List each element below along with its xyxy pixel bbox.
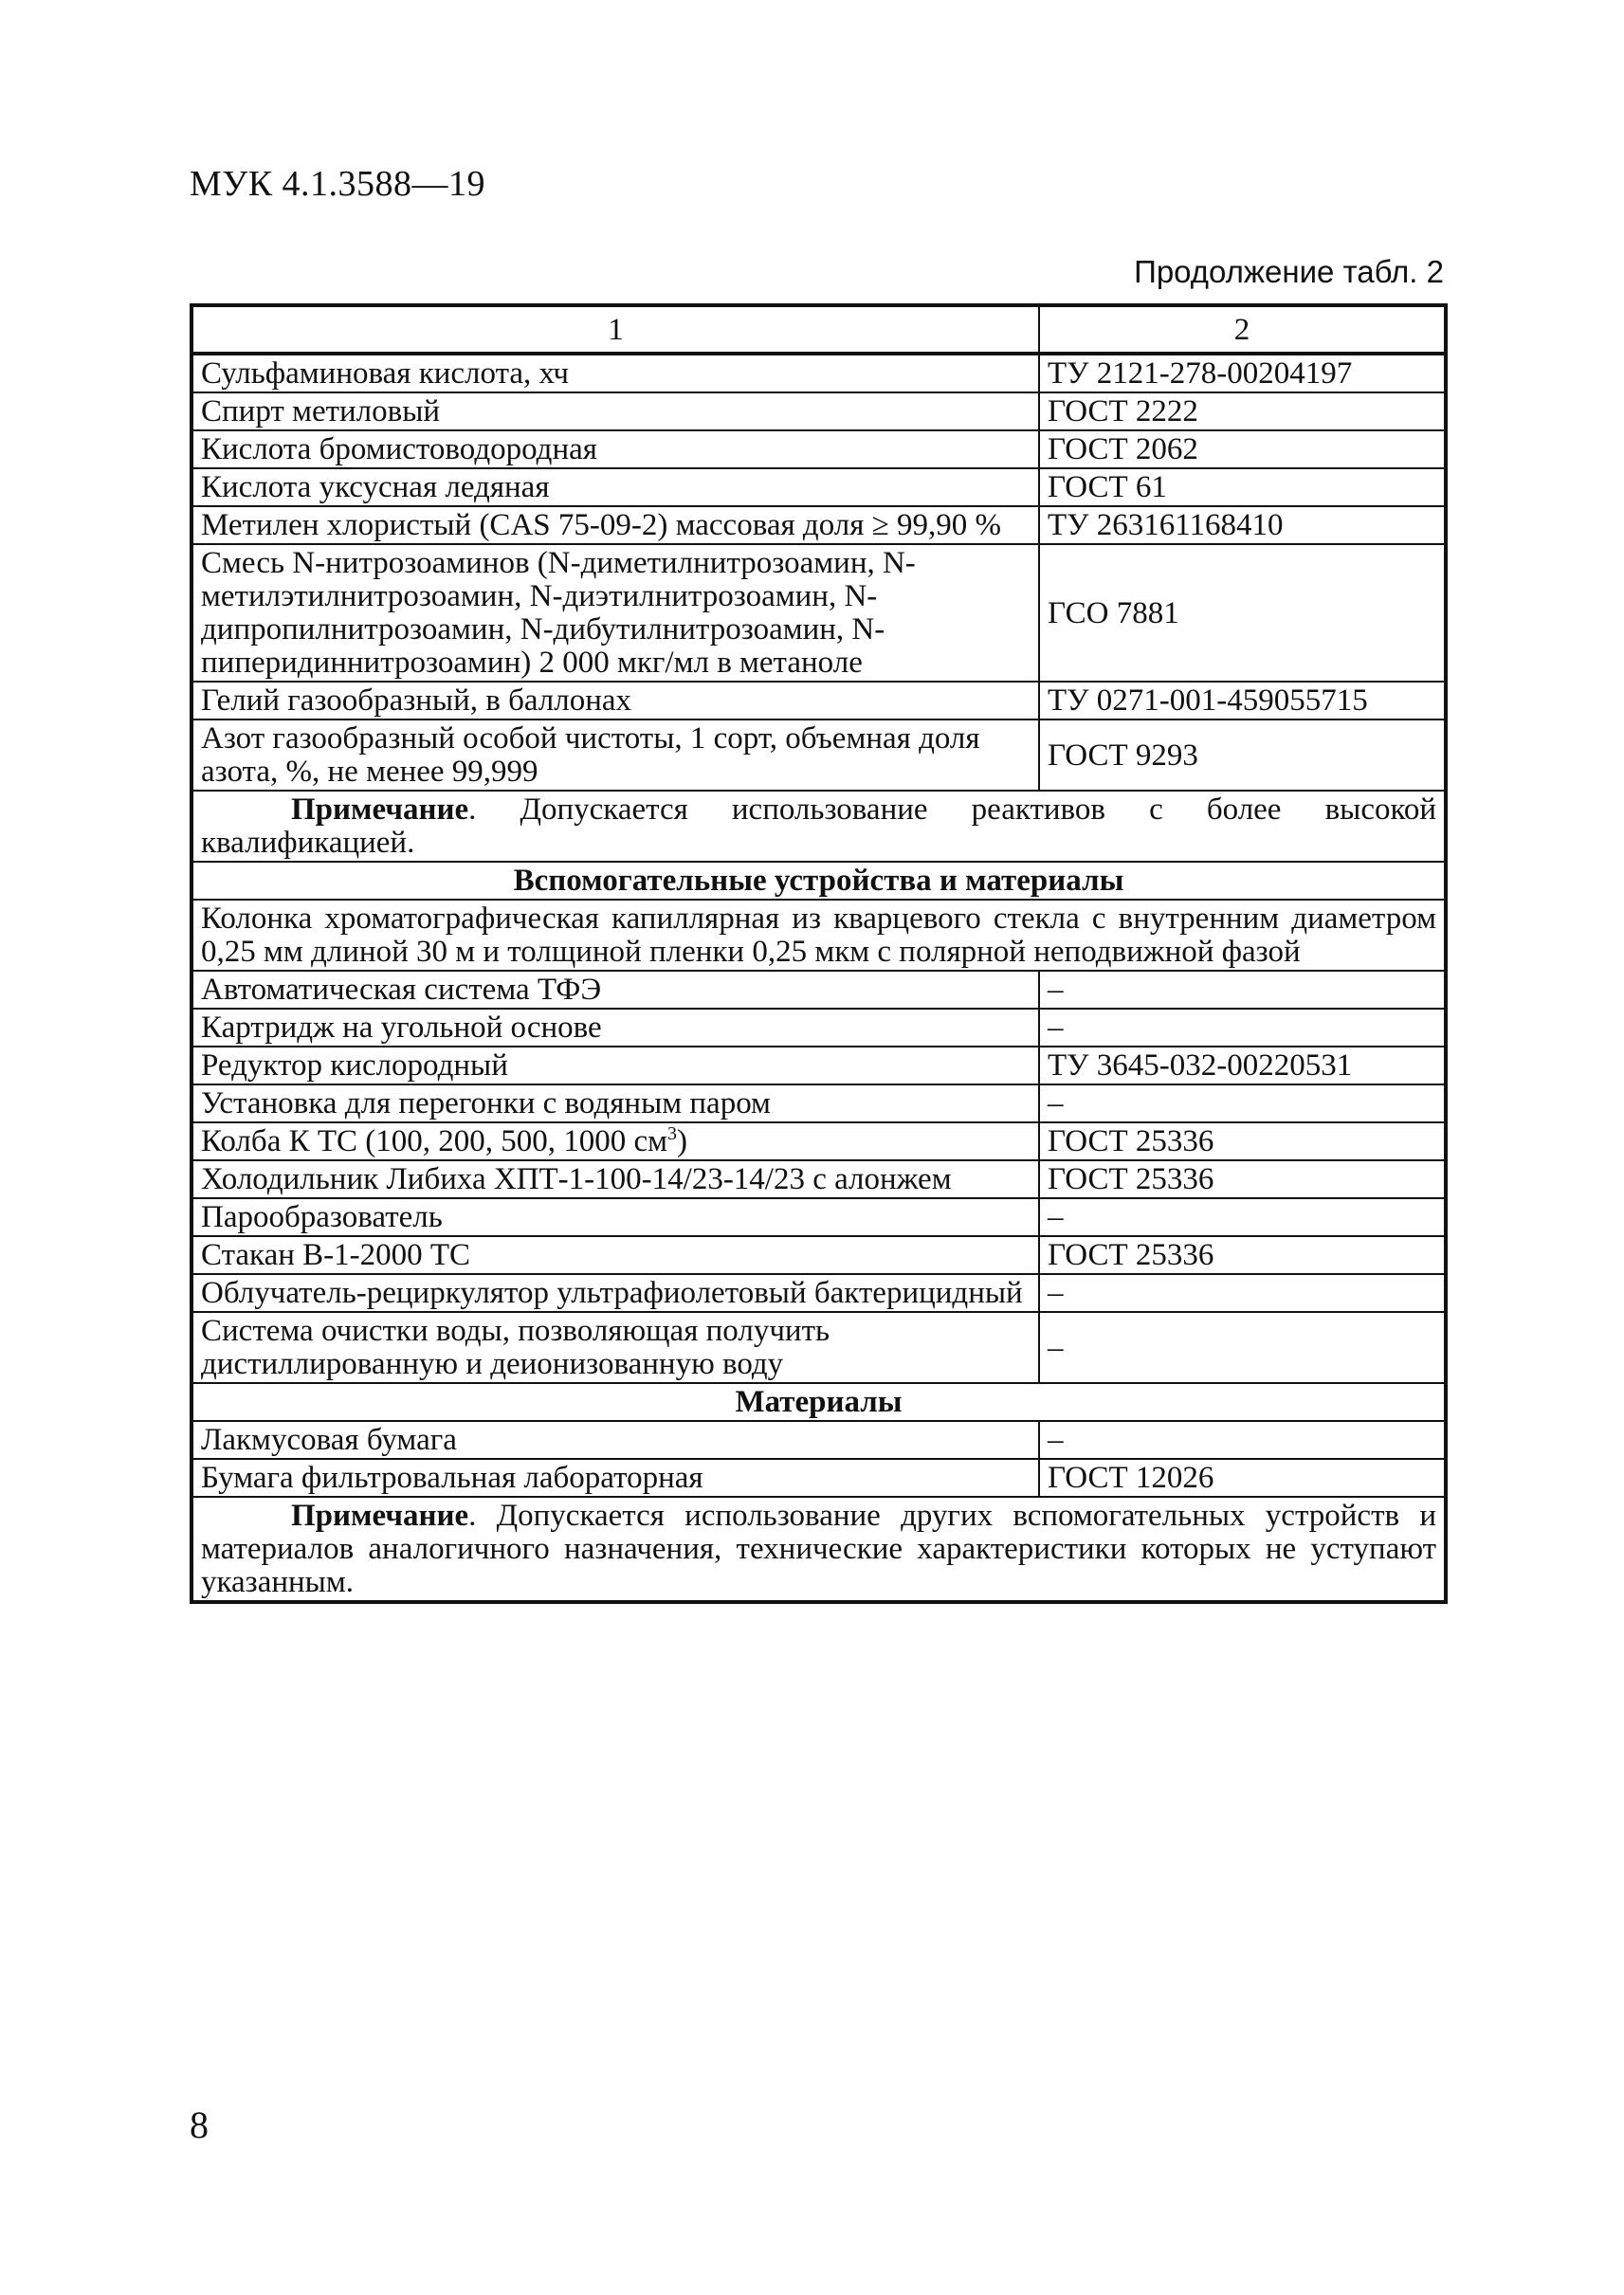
table-row — [192, 468, 1446, 506]
section-row — [192, 1383, 1446, 1421]
item-name: Автоматическая система ТФЭ — [192, 971, 1039, 1009]
item-name: Картридж на угольной основе — [192, 1009, 1039, 1047]
item-name: Система очистки воды, позволяющая получить дистиллированную и деионизованную воду — [192, 1312, 1039, 1383]
item-name: Гелий газообразный, в баллонах — [192, 682, 1039, 719]
item-standard: ТУ 2121-278-00204197 — [1039, 354, 1446, 392]
table-row — [192, 719, 1446, 791]
note-row — [192, 1497, 1446, 1602]
item-standard: ТУ 263161168410 — [1039, 506, 1446, 544]
item-name: Лакмусовая бумага — [192, 1421, 1039, 1459]
item-name: Спирт метиловый — [192, 392, 1039, 430]
item-name: Облучатель-рециркулятор ультрафиолетовый бактерицидный — [192, 1274, 1039, 1312]
column-header-1: 1 — [192, 305, 1039, 354]
item-standard: ГОСТ 25336 — [1039, 1122, 1446, 1160]
note-text: . Допускается использование других вспомогательных устройств и материалов аналогичного назначения, технические характеристики которых не уступают указанным. — [201, 1499, 1436, 1599]
table-row — [192, 1459, 1446, 1497]
table-row — [192, 682, 1446, 719]
table-row — [192, 900, 1446, 971]
item-standard: ГОСТ 25336 — [1039, 1236, 1446, 1274]
note-row — [192, 791, 1446, 862]
item-standard: – — [1039, 971, 1446, 1009]
column-description: Колонка хроматографическая капиллярная из кварцевого стекла с внутренним диаметром 0,25 мм длиной 30 м и толщиной пленки 0,25 мкм с полярной неподвижной фазой — [192, 900, 1446, 971]
section-row — [192, 862, 1446, 900]
item-name: Холодильник Либиха ХПТ-1-100-14/23-14/23 с алонжем — [192, 1160, 1039, 1198]
item-standard: – — [1039, 1198, 1446, 1236]
section-title-aux: Вспомогательные устройства и материалы — [192, 862, 1446, 900]
item-standard: – — [1039, 1009, 1446, 1047]
item-name — [192, 1122, 1039, 1160]
item-standard: ТУ 3645-032-00220531 — [1039, 1047, 1446, 1084]
flask-name: Колба К ТС (100, 200, 500, 1000 см — [201, 1124, 668, 1158]
section-title-materials: Материалы — [192, 1383, 1446, 1421]
table-row — [192, 1236, 1446, 1274]
item-standard: ГОСТ 2222 — [1039, 392, 1446, 430]
column-header-2: 2 — [1039, 305, 1446, 354]
item-name: Кислота уксусная ледяная — [192, 468, 1039, 506]
flask-unit-superscript: 3 — [667, 1123, 678, 1144]
item-standard: ГОСТ 2062 — [1039, 430, 1446, 468]
table-continuation-label: Продолжение табл. 2 — [1134, 254, 1444, 289]
table-row — [192, 1421, 1446, 1459]
table-row — [192, 1198, 1446, 1236]
item-standard: – — [1039, 1084, 1446, 1122]
item-name: Парообразователь — [192, 1198, 1039, 1236]
document-code: МУК 4.1.3588—19 — [190, 164, 486, 204]
item-standard: ГОСТ 25336 — [1039, 1160, 1446, 1198]
item-name: Азот газообразный особой чистоты, 1 сорт, объемная доля азота, %, не менее 99,999 — [192, 719, 1039, 791]
table-header-row — [192, 305, 1446, 354]
table-row — [192, 1312, 1446, 1383]
item-name: Стакан В-1-2000 ТС — [192, 1236, 1039, 1274]
item-standard: ГСО 7881 — [1039, 544, 1446, 682]
item-standard: ГОСТ 61 — [1039, 468, 1446, 506]
table-row — [192, 506, 1446, 544]
item-standard: – — [1039, 1421, 1446, 1459]
table-row — [192, 354, 1446, 392]
item-name: Редуктор кислородный — [192, 1047, 1039, 1084]
note-reagents — [192, 791, 1446, 862]
item-name: Бумага фильтровальная лабораторная — [192, 1459, 1039, 1497]
reagents-table — [190, 303, 1448, 1604]
table-row — [192, 1160, 1446, 1198]
table-row — [192, 1274, 1446, 1312]
page-number: 8 — [190, 2104, 209, 2146]
note-materials — [192, 1497, 1446, 1602]
table-row — [192, 544, 1446, 682]
note-text: . Допускается использование реактивов с более высокой квалификацией. — [201, 792, 1436, 860]
item-name: Смесь N-нитрозоаминов (N-диметилнитрозоамин, N-метилэтилнитрозоамин, N-диэтилнитрозоамин, N-дипропилнитрозоамин, N-дибутилнитрозоамин, N-пиперидиннитрозоамин) 2 000 мкг/мл в метаноле — [192, 544, 1039, 682]
item-standard: – — [1039, 1312, 1446, 1383]
item-name: Кислота бромистоводородная — [192, 430, 1039, 468]
table-row — [192, 1047, 1446, 1084]
note-label: Примечание — [291, 792, 469, 827]
table-row — [192, 1084, 1446, 1122]
item-name: Метилен хлористый (CAS 75-09-2) массовая доля ≥ 99,90 % — [192, 506, 1039, 544]
table-row — [192, 1009, 1446, 1047]
item-name: Сульфаминовая кислота, хч — [192, 354, 1039, 392]
note-label: Примечание — [291, 1499, 469, 1533]
item-standard: ГОСТ 9293 — [1039, 719, 1446, 791]
item-standard: – — [1039, 1274, 1446, 1312]
flask-name-end: ) — [677, 1124, 688, 1158]
table-row — [192, 971, 1446, 1009]
item-standard: ГОСТ 12026 — [1039, 1459, 1446, 1497]
item-name: Установка для перегонки с водяным паром — [192, 1084, 1039, 1122]
table-row — [192, 392, 1446, 430]
item-standard: ТУ 0271-001-459055715 — [1039, 682, 1446, 719]
table-row — [192, 430, 1446, 468]
table-row — [192, 1122, 1446, 1160]
